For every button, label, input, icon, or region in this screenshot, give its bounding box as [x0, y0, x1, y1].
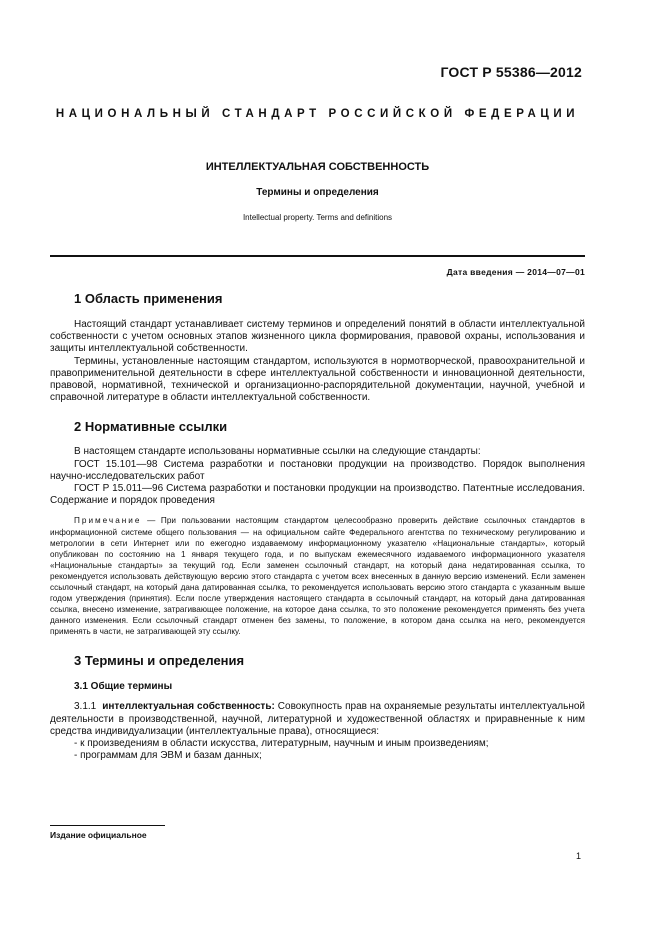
section-1-paragraph-2: Термины, установленные настоящим стандартом, используются в нормотворческой, правоохранительной и правоприменительной деятельности в сфере интеллектуальной собственности и инновационной деятельности, правовой, нормативной, технической и организационно-распорядительной документации, научной, учебной и справочной литературе в области интеллектуальной собственности. — [50, 355, 585, 404]
section-1-paragraph-1: Настоящий стандарт устанавливает систему терминов и определений понятий в области интеллектуальной собственности с учетом основных этапов жизненного цикла формирования, правовой охраны, использования и защиты интеллектуальной собственности. — [50, 319, 585, 355]
section-1-heading: 1 Область применения — [74, 291, 223, 306]
section-3-heading: 3 Термины и определения — [74, 653, 245, 669]
standard-code: ГОСТ Р 55386—2012 — [440, 64, 582, 80]
term-definition: Совокупность прав на охраняемые результаты интеллектуальной деятельности в производственной, научной, литературной и художественной областях и приравненные к ним средства индивидуализации (интеллектуальные права), относящиеся: — [50, 701, 586, 737]
note-label: Примечание — [74, 516, 142, 526]
official-edition-label: Издание официальное — [50, 830, 147, 840]
document-subtitle: Термины и определения — [256, 187, 379, 198]
term-name: интеллектуальная собственность: — [102, 701, 275, 713]
normative-reference-1: ГОСТ 15.101—98 Система разработки и постановки продукции на производство. Порядок выполнения научно-исследовательских работ — [50, 458, 585, 482]
document-title: ИНТЕЛЛЕКТУАЛЬНАЯ СОБСТВЕННОСТЬ — [205, 161, 430, 173]
note-text: — При пользовании настоящим стандартом целесообразно проверить действие ссылочных стандартов в информационной системе общего пользования — на официальном сайте Федерального агентства по техническому регулированию и метрологии в сети Интернет или по ежегодно издаваемому информационному указателю «Национальные стандарты», который опубликован по состоянию на 1 января текущего года, и по выпускам ежемесячного издаваемого информационного указателя «Национальные стандарты» за текущий год. Если заменен ссылочный стандарт, на который дана недатированная ссылка, то рекомендуется использовать действующую версию этого стандарта с учетом всех внесенных в данную версию изменений. Если заменен ссылочный стандарт, на который дана датированная ссылка, то рекомендуется использовать версию этого стандарта с указанным выше годом утверждения (принятия). Если после утверждения настоящего стандарта в ссылочный стандарт, на который дана датированная ссылка, внесено изменение, затрагивающее положение, на которое дана ссылка, то это положение рекомендуется применять без учета данного изменения. Если ссылочный стандарт отменен без замены, то положение, в котором дана ссылка на него, рекомендуется применять в части, не затрагивающей эту ссылку. — [50, 516, 585, 637]
note-paragraph — [50, 515, 585, 637]
term-bullet-1: - к произведениям в области искусства, литературным, научным и иным произведениям; — [74, 738, 489, 750]
term-bullet-2: - программам для ЭВМ и базам данных; — [74, 750, 262, 762]
footer-divider — [50, 825, 165, 826]
document-body — [50, 288, 585, 762]
term-number: 3.1.1 — [74, 701, 97, 713]
document-title-english: Intellectual property. Terms and definitions — [242, 213, 393, 222]
section-2-heading: 2 Нормативные ссылки — [74, 419, 228, 435]
national-standard-banner: НАЦИОНАЛЬНЫЙ СТАНДАРТ РОССИЙСКОЙ ФЕДЕРАЦИИ — [55, 108, 580, 120]
page-number: 1 — [575, 851, 581, 861]
header-divider — [50, 255, 585, 257]
subsection-3-1-heading: 3.1 Общие термины — [74, 681, 173, 693]
introduction-date: Дата введения — 2014—07—01 — [446, 267, 585, 277]
normative-reference-2: ГОСТ Р 15.011—96 Система разработки и постановки продукции на производство. Патентные исследования. Содержание и порядок проведения — [50, 483, 585, 507]
section-2-paragraph-1: В настоящем стандарте использованы нормативные ссылки на следующие стандарты: — [74, 446, 481, 458]
term-3-1-1 — [50, 701, 585, 738]
